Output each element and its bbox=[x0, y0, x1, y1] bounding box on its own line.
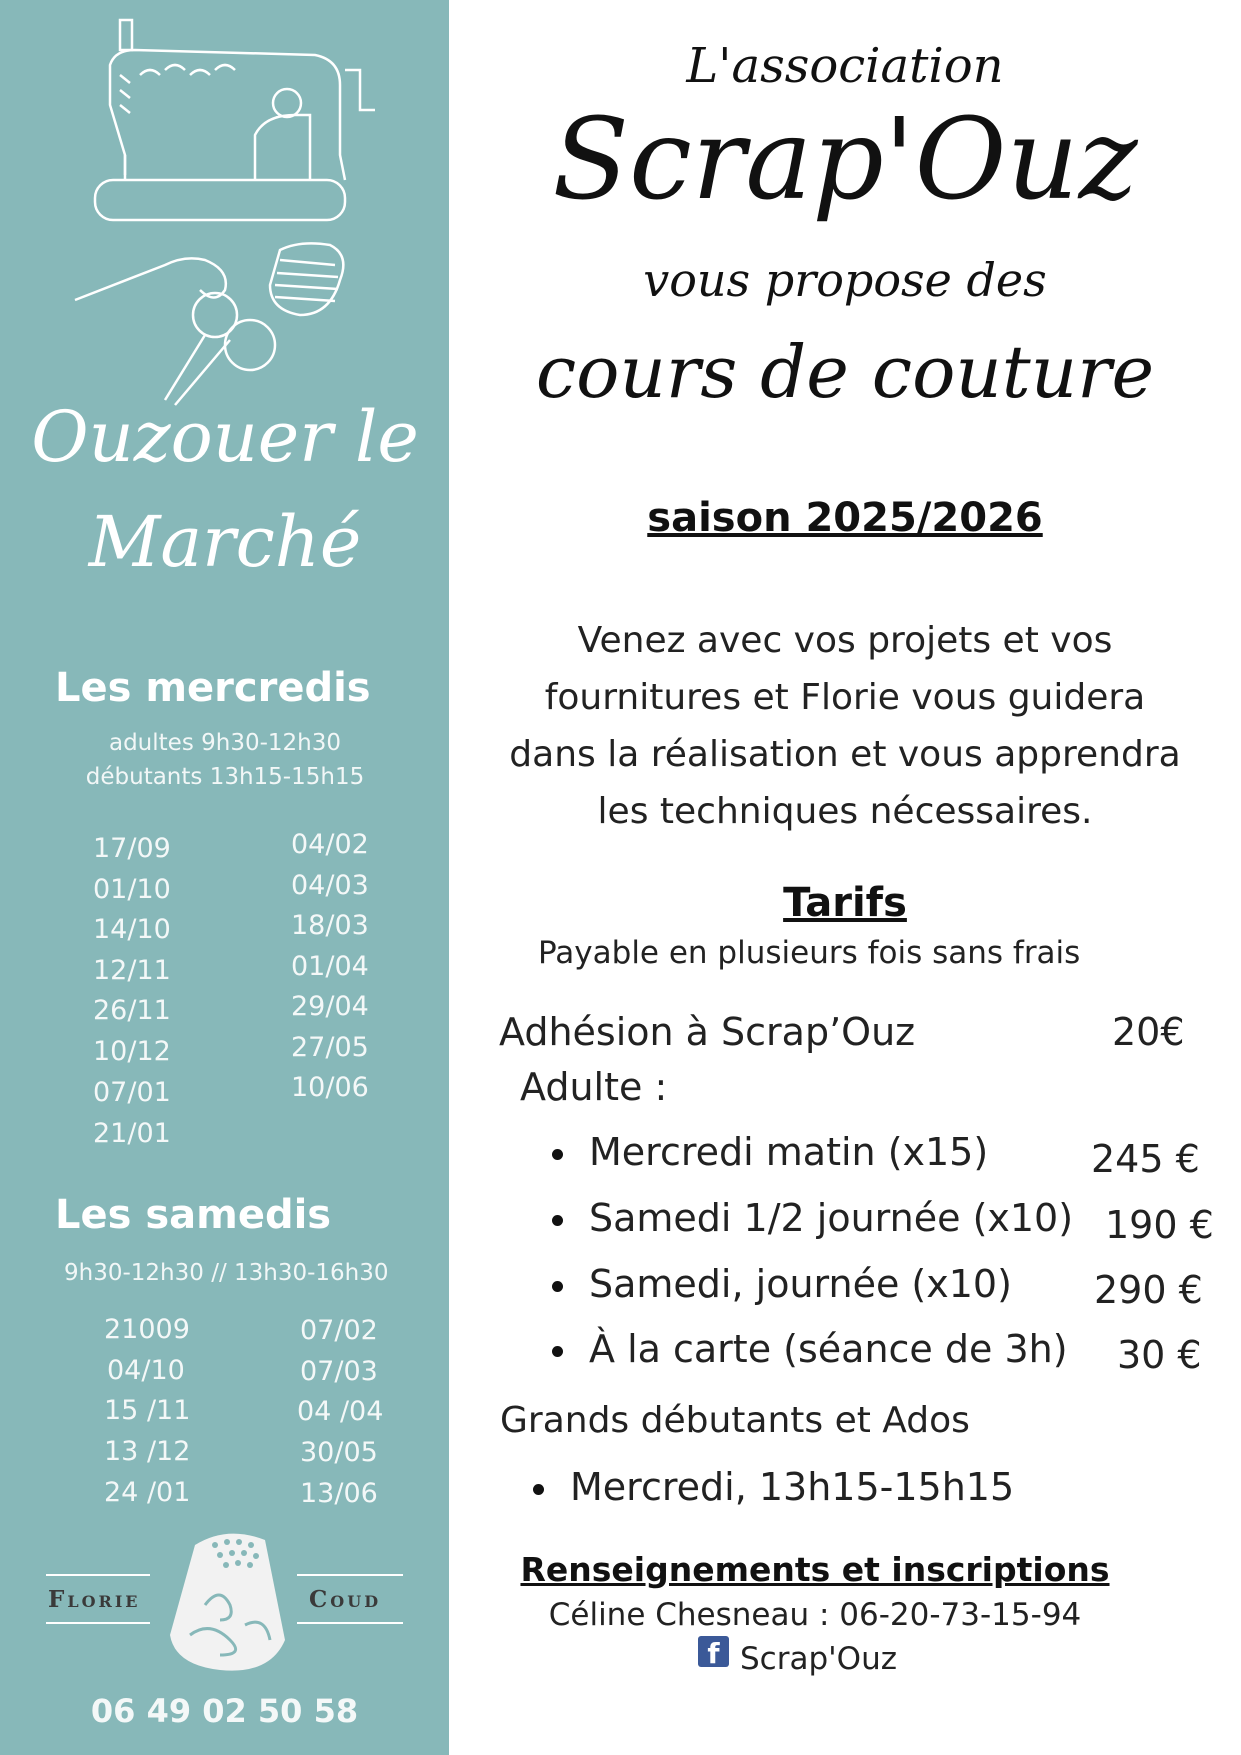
bullet-icon bbox=[552, 1149, 563, 1160]
date: 04/03 bbox=[291, 870, 369, 901]
thimble-icon bbox=[160, 1525, 295, 1680]
header-association: L'association bbox=[686, 38, 1004, 94]
tarifs-title: Tarifs bbox=[783, 880, 907, 926]
intro-line: fournitures et Florie vous guidera bbox=[544, 677, 1146, 718]
date: 12/11 bbox=[93, 955, 171, 986]
date: 07/03 bbox=[300, 1356, 378, 1387]
saturdays-title: Les samedis bbox=[55, 1192, 332, 1238]
date: 30/05 bbox=[300, 1437, 378, 1468]
date: 13/06 bbox=[300, 1478, 378, 1509]
intro-line: les techniques nécessaires. bbox=[597, 791, 1093, 832]
header-proposes: vous propose des bbox=[643, 253, 1047, 307]
header-club-name: Scrap'Ouz bbox=[552, 95, 1138, 225]
facebook-link[interactable]: Scrap'Ouz bbox=[740, 1641, 897, 1677]
sidebar-phone: 06 49 02 50 58 bbox=[90, 1692, 359, 1730]
date: 24 /01 bbox=[104, 1477, 191, 1508]
date: 26/11 bbox=[93, 995, 171, 1026]
date: 10/06 bbox=[291, 1072, 369, 1103]
date: 07/01 bbox=[93, 1077, 171, 1108]
bullet-icon bbox=[533, 1484, 544, 1495]
season-title: saison 2025/2026 bbox=[647, 495, 1043, 541]
date: 15 /11 bbox=[104, 1395, 191, 1426]
date: 04/10 bbox=[107, 1355, 185, 1386]
price-item-value: 245 € bbox=[1091, 1137, 1200, 1181]
date: 21/01 bbox=[93, 1118, 171, 1149]
intro-line: dans la réalisation et vous apprendra bbox=[509, 734, 1181, 775]
sewing-machine-illustration bbox=[55, 15, 405, 435]
bullet-icon bbox=[552, 1281, 563, 1292]
beginners-label: Grands débutants et Ados bbox=[500, 1400, 970, 1441]
date: 04 /04 bbox=[297, 1396, 384, 1427]
wednesdays-title: Les mercredis bbox=[55, 665, 371, 711]
price-item-value: 190 € bbox=[1105, 1203, 1214, 1247]
date: 10/12 bbox=[93, 1036, 171, 1067]
price-item-label: Samedi 1/2 journée (x10) bbox=[589, 1196, 1074, 1240]
date: 01/10 bbox=[93, 874, 171, 905]
price-item-label: Mercredi matin (x15) bbox=[589, 1130, 989, 1174]
date: 17/09 bbox=[93, 833, 171, 864]
date: 14/10 bbox=[93, 914, 171, 945]
date: 13 /12 bbox=[104, 1436, 191, 1467]
contact-title: Renseignements et inscriptions bbox=[520, 1550, 1110, 1589]
date: 21009 bbox=[104, 1314, 190, 1345]
date: 29/04 bbox=[291, 991, 369, 1022]
intro-paragraph bbox=[449, 612, 1241, 840]
price-item-label: À la carte (séance de 3h) bbox=[589, 1327, 1068, 1371]
date: 18/03 bbox=[291, 910, 369, 941]
membership-label: Adhésion à Scrap’Ouz bbox=[499, 1010, 916, 1054]
price-item-label: Samedi, journée (x10) bbox=[589, 1262, 1012, 1306]
saturdays-hours: 9h30-12h30 // 13h30-16h30 bbox=[64, 1260, 389, 1286]
bullet-icon bbox=[552, 1346, 563, 1357]
intro-line: Venez avec vos projets et vos bbox=[577, 620, 1113, 661]
adult-label: Adulte : bbox=[520, 1065, 668, 1109]
beginners-item: Mercredi, 13h15-15h15 bbox=[570, 1465, 1015, 1509]
logo-right-word: Coud bbox=[309, 1586, 382, 1613]
price-item-value: 30 € bbox=[1117, 1333, 1202, 1377]
date: 27/05 bbox=[291, 1032, 369, 1063]
contact-line: Céline Chesneau : 06-20-73-15-94 bbox=[548, 1597, 1082, 1633]
town-name: Ouzouer le Marché bbox=[31, 396, 419, 583]
price-item-value: 290 € bbox=[1094, 1268, 1203, 1312]
wednesdays-beginner-hours: débutants 13h15-15h15 bbox=[85, 764, 365, 790]
main-content bbox=[449, 0, 1241, 1755]
date: 01/04 bbox=[291, 951, 369, 982]
facebook-icon[interactable]: f bbox=[698, 1636, 729, 1667]
header-sewing-classes: cours de couture bbox=[535, 330, 1155, 414]
date: 04/02 bbox=[291, 829, 369, 860]
wednesdays-adult-hours: adultes 9h30-12h30 bbox=[108, 730, 341, 756]
logo-left-word: Florie bbox=[48, 1586, 141, 1613]
membership-price: 20€ bbox=[1112, 1010, 1185, 1054]
date: 07/02 bbox=[300, 1315, 378, 1346]
bullet-icon bbox=[552, 1215, 563, 1226]
sidebar bbox=[0, 0, 449, 1755]
tarifs-subtitle: Payable en plusieurs fois sans frais bbox=[538, 935, 1081, 971]
